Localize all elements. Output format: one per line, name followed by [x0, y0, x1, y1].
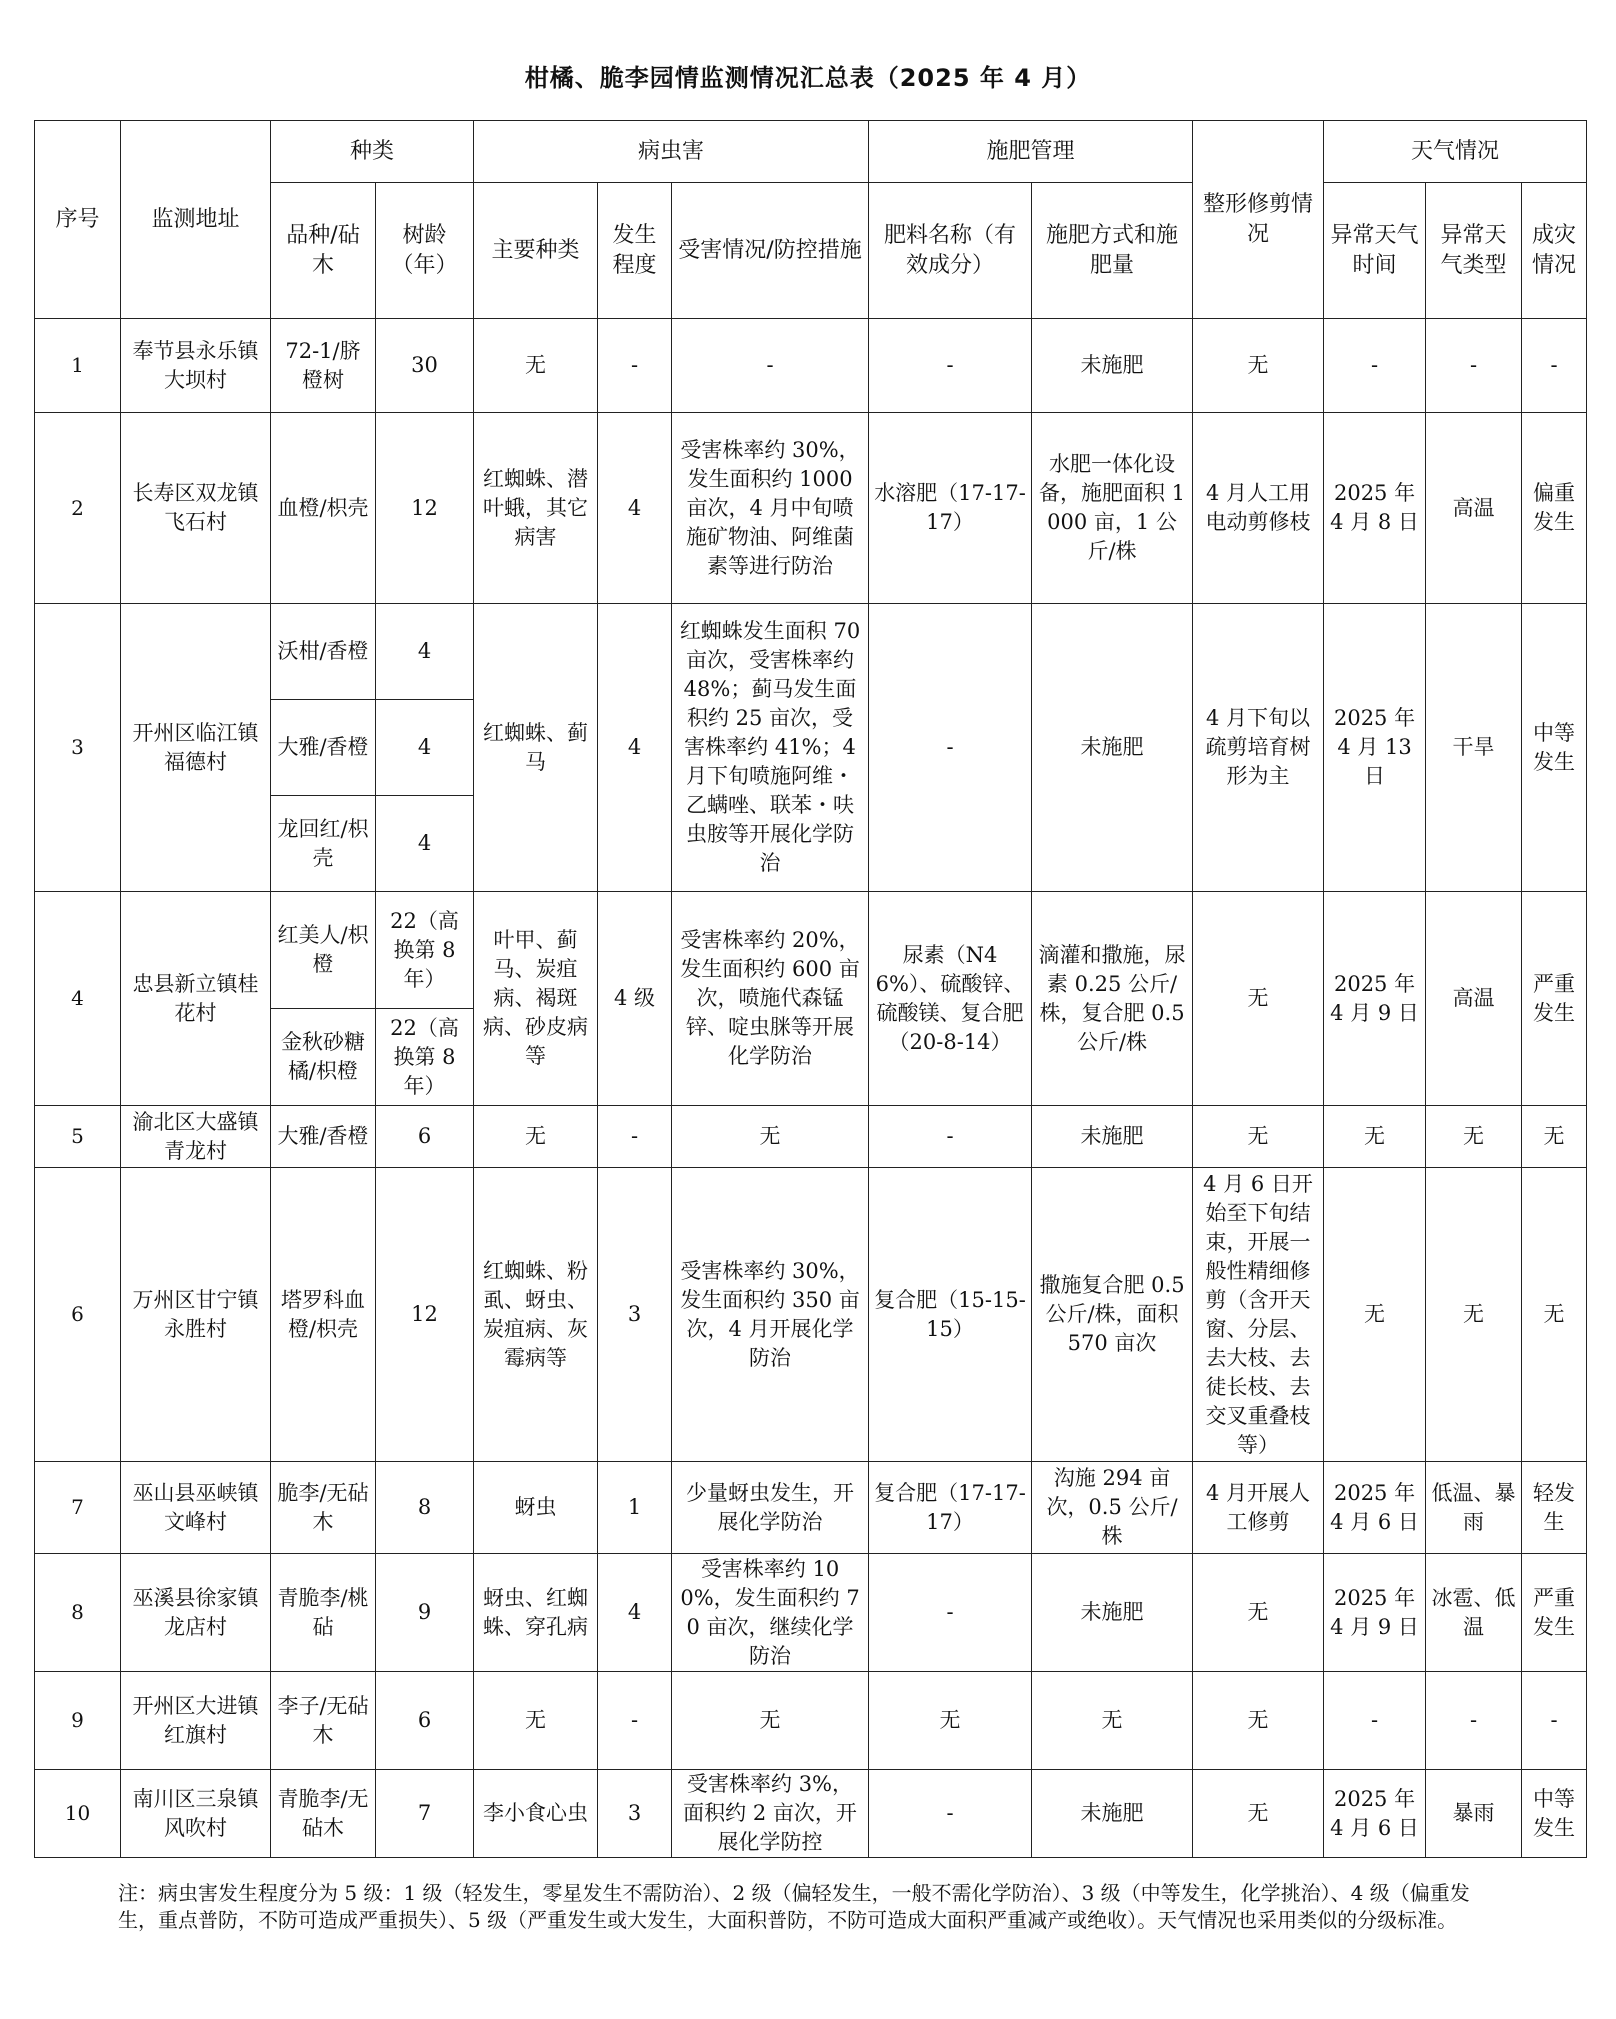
cell-fertilizer-name: - [869, 1554, 1032, 1672]
cell-fertilizer-method: 未施肥 [1032, 1770, 1193, 1858]
cell-variety: 血橙/枳壳 [271, 413, 376, 604]
cell-seq: 5 [35, 1106, 121, 1168]
cell-abnormal-time: 无 [1324, 1106, 1426, 1168]
cell-fertilizer-name: 水溶肥（17-17-17） [869, 413, 1032, 604]
cell-abnormal-type: 高温 [1426, 892, 1522, 1106]
cell-pruning: 4 月开展人工修剪 [1193, 1462, 1324, 1554]
cell-main-species: 红蜘蛛、蓟马 [474, 604, 598, 892]
cell-damage: - [672, 319, 869, 413]
cell-seq: 7 [35, 1462, 121, 1554]
cell-damage: 受害株率约 3%，面积约 2 亩次，开展化学防控 [672, 1770, 869, 1858]
cell-degree: 4 级 [598, 892, 672, 1106]
cell-damage: 受害株率约 100%，发生面积约 70 亩次，继续化学防治 [672, 1554, 869, 1672]
cell-seq: 2 [35, 413, 121, 604]
cell-address: 忠县新立镇桂花村 [121, 892, 271, 1106]
header-fertilizer-name: 肥料名称（有效成分） [869, 183, 1032, 319]
cell-age: 4 [376, 604, 474, 700]
table-row [35, 413, 1587, 604]
cell-variety: 大雅/香橙 [271, 700, 376, 796]
cell-fertilizer-method: 撒施复合肥 0.5 公斤/株，面积 570 亩次 [1032, 1168, 1193, 1462]
cell-variety: 青脆李/无砧木 [271, 1770, 376, 1858]
cell-main-species: 无 [474, 319, 598, 413]
cell-address: 奉节县永乐镇大坝村 [121, 319, 271, 413]
cell-damage: 红蜘蛛发生面积 70 亩次，受害株率约 48%；蓟马发生面积约 25 亩次，受害株率约 41%；4 月下旬喷施阿维・乙螨唑、联苯・呋虫胺等开展化学防治 [672, 604, 869, 892]
table-row [35, 604, 1587, 700]
monitoring-summary-table [34, 120, 1587, 1858]
cell-variety: 李子/无砧木 [271, 1672, 376, 1770]
cell-damage: 无 [672, 1106, 869, 1168]
cell-fertilizer-name: - [869, 1770, 1032, 1858]
header-disaster: 成灾情况 [1522, 183, 1587, 319]
cell-address: 万州区甘宁镇永胜村 [121, 1168, 271, 1462]
cell-variety: 青脆李/桃砧 [271, 1554, 376, 1672]
cell-damage: 受害株率约 30%，发生面积约 350 亩次，4 月开展化学防治 [672, 1168, 869, 1462]
cell-variety: 红美人/枳橙 [271, 892, 376, 1009]
cell-degree: - [598, 1672, 672, 1770]
table-row [35, 319, 1587, 413]
cell-degree: 4 [598, 413, 672, 604]
cell-fertilizer-name: 复合肥（15-15-15） [869, 1168, 1032, 1462]
header-damage: 受害情况/防控措施 [672, 183, 869, 319]
header-age: 树龄（年） [376, 183, 474, 319]
cell-age: 6 [376, 1672, 474, 1770]
cell-abnormal-time: 2025 年 4 月 13 日 [1324, 604, 1426, 892]
cell-damage: 受害株率约 30%，发生面积约 1000 亩次，4 月中旬喷施矿物油、阿维菌素等进行防治 [672, 413, 869, 604]
header-pruning: 整形修剪情况 [1193, 121, 1324, 319]
header-degree: 发生程度 [598, 183, 672, 319]
header-seq: 序号 [35, 121, 121, 319]
table-row [35, 892, 1587, 1009]
cell-abnormal-type: 干旱 [1426, 604, 1522, 892]
cell-disaster: - [1522, 319, 1587, 413]
cell-damage: 受害株率约 20%，发生面积约 600 亩次，喷施代森锰锌、啶虫脒等开展化学防治 [672, 892, 869, 1106]
cell-fertilizer-name: - [869, 319, 1032, 413]
cell-fertilizer-method: 未施肥 [1032, 319, 1193, 413]
cell-address: 南川区三泉镇风吹村 [121, 1770, 271, 1858]
header-address: 监测地址 [121, 121, 271, 319]
cell-variety: 塔罗科血橙/枳壳 [271, 1168, 376, 1462]
cell-seq: 3 [35, 604, 121, 892]
cell-variety: 大雅/香橙 [271, 1106, 376, 1168]
cell-degree: 4 [598, 1554, 672, 1672]
cell-abnormal-type: - [1426, 319, 1522, 413]
cell-degree: - [598, 1106, 672, 1168]
cell-abnormal-time: 无 [1324, 1168, 1426, 1462]
cell-address: 巫溪县徐家镇龙店村 [121, 1554, 271, 1672]
cell-degree: 4 [598, 604, 672, 892]
cell-degree: 1 [598, 1462, 672, 1554]
cell-seq: 8 [35, 1554, 121, 1672]
cell-disaster: 无 [1522, 1168, 1587, 1462]
footnote: 注：病虫害发生程度分为 5 级：1 级（轻发生，零星发生不需防治）、2 级（偏轻发生，一般不需化学防治）、3 级（中等发生，化学挑治）、4 级（偏重发生，重点普防，不防可造成严重损失）、5 级（严重发生或大发生，大面积普防，不防可造成大面积严重减产或绝收）。天气情况也采用类似的分级标准。 [118, 1881, 1470, 1932]
cell-fertilizer-name: 复合肥（17-17-17） [869, 1462, 1032, 1554]
cell-main-species: 李小食心虫 [474, 1770, 598, 1858]
cell-age: 6 [376, 1106, 474, 1168]
cell-age: 9 [376, 1554, 474, 1672]
cell-pruning: 4 月 6 日开始至下旬结束，开展一般性精细修剪（含开天窗、分层、去大枝、去徒长枝、去交叉重叠枝等） [1193, 1168, 1324, 1462]
cell-degree: - [598, 319, 672, 413]
table-row [35, 1554, 1587, 1672]
cell-fertilizer-name: 无 [869, 1672, 1032, 1770]
header-abnormal-type: 异常天气类型 [1426, 183, 1522, 319]
cell-fertilizer-method: 无 [1032, 1672, 1193, 1770]
cell-abnormal-time: 2025 年 4 月 9 日 [1324, 892, 1426, 1106]
cell-damage: 少量蚜虫发生，开展化学防治 [672, 1462, 869, 1554]
cell-fertilizer-method: 水肥一体化设备，施肥面积 1000 亩，1 公斤/株 [1032, 413, 1193, 604]
cell-age: 22（高换第 8 年） [376, 892, 474, 1009]
cell-disaster: 中等发生 [1522, 1770, 1587, 1858]
table-row [35, 1672, 1587, 1770]
cell-pruning: 无 [1193, 1554, 1324, 1672]
cell-seq: 4 [35, 892, 121, 1106]
cell-age: 12 [376, 413, 474, 604]
cell-main-species: 叶甲、蓟马、炭疽病、褐斑病、砂皮病等 [474, 892, 598, 1106]
cell-pruning: 无 [1193, 319, 1324, 413]
cell-age: 30 [376, 319, 474, 413]
cell-abnormal-time: 2025 年 4 月 6 日 [1324, 1770, 1426, 1858]
cell-main-species: 红蜘蛛、粉虱、蚜虫、炭疽病、灰霉病等 [474, 1168, 598, 1462]
cell-pruning: 无 [1193, 1672, 1324, 1770]
cell-disaster: 严重发生 [1522, 1554, 1587, 1672]
cell-abnormal-time: 2025 年 4 月 6 日 [1324, 1462, 1426, 1554]
cell-fertilizer-name: - [869, 604, 1032, 892]
document-title: 柑橘、脆李园情监测情况汇总表（2025 年 4 月） [524, 64, 1092, 92]
cell-damage: 无 [672, 1672, 869, 1770]
cell-degree: 3 [598, 1770, 672, 1858]
cell-disaster: 严重发生 [1522, 892, 1587, 1106]
table-row [35, 1462, 1587, 1554]
cell-abnormal-time: 2025 年 4 月 8 日 [1324, 413, 1426, 604]
cell-abnormal-time: - [1324, 1672, 1426, 1770]
cell-main-species: 红蜘蛛、潜叶蛾，其它病害 [474, 413, 598, 604]
cell-abnormal-type: 低温、暴雨 [1426, 1462, 1522, 1554]
cell-seq: 6 [35, 1168, 121, 1462]
cell-variety: 金秋砂糖橘/枳橙 [271, 1009, 376, 1106]
cell-disaster: - [1522, 1672, 1587, 1770]
cell-variety: 脆李/无砧木 [271, 1462, 376, 1554]
cell-main-species: 无 [474, 1672, 598, 1770]
header-group-weather: 天气情况 [1324, 121, 1587, 183]
cell-variety: 龙回红/枳壳 [271, 796, 376, 892]
cell-abnormal-type: - [1426, 1672, 1522, 1770]
cell-abnormal-type: 冰雹、低温 [1426, 1554, 1522, 1672]
cell-age: 7 [376, 1770, 474, 1858]
header-group-fertilizer: 施肥管理 [869, 121, 1193, 183]
cell-abnormal-type: 无 [1426, 1106, 1522, 1168]
cell-address: 长寿区双龙镇飞石村 [121, 413, 271, 604]
cell-pruning: 4 月下旬以疏剪培育树形为主 [1193, 604, 1324, 892]
cell-pruning: 4 月人工用电动剪修枝 [1193, 413, 1324, 604]
cell-disaster: 偏重发生 [1522, 413, 1587, 604]
cell-abnormal-type: 高温 [1426, 413, 1522, 604]
cell-disaster: 无 [1522, 1106, 1587, 1168]
cell-variety: 沃柑/香橙 [271, 604, 376, 700]
cell-age: 4 [376, 700, 474, 796]
header-main-species: 主要种类 [474, 183, 598, 319]
cell-fertilizer-method: 未施肥 [1032, 604, 1193, 892]
cell-address: 开州区大进镇红旗村 [121, 1672, 271, 1770]
cell-seq: 10 [35, 1770, 121, 1858]
cell-seq: 9 [35, 1672, 121, 1770]
cell-fertilizer-name: - [869, 1106, 1032, 1168]
cell-pruning: 无 [1193, 1106, 1324, 1168]
cell-disaster: 中等发生 [1522, 604, 1587, 892]
cell-main-species: 蚜虫 [474, 1462, 598, 1554]
cell-pruning: 无 [1193, 892, 1324, 1106]
cell-main-species: 无 [474, 1106, 598, 1168]
cell-seq: 1 [35, 319, 121, 413]
cell-fertilizer-method: 未施肥 [1032, 1554, 1193, 1672]
header-variety: 品种/砧木 [271, 183, 376, 319]
cell-abnormal-type: 暴雨 [1426, 1770, 1522, 1858]
header-abnormal-time: 异常天气时间 [1324, 183, 1426, 319]
cell-abnormal-type: 无 [1426, 1168, 1522, 1462]
cell-age: 22（高换第 8 年） [376, 1009, 474, 1106]
header-fertilizer-method: 施肥方式和施肥量 [1032, 183, 1193, 319]
cell-variety: 72-1/脐橙树 [271, 319, 376, 413]
cell-abnormal-time: - [1324, 319, 1426, 413]
cell-address: 开州区临江镇福德村 [121, 604, 271, 892]
cell-fertilizer-method: 沟施 294 亩次，0.5 公斤/株 [1032, 1462, 1193, 1554]
cell-abnormal-time: 2025 年 4 月 9 日 [1324, 1554, 1426, 1672]
cell-disaster: 轻发生 [1522, 1462, 1587, 1554]
cell-pruning: 无 [1193, 1770, 1324, 1858]
cell-fertilizer-method: 滴灌和撒施，尿素 0.25 公斤/株，复合肥 0.5 公斤/株 [1032, 892, 1193, 1106]
table-row [35, 1168, 1587, 1462]
cell-fertilizer-name: 尿素（N46%）、硫酸锌、硫酸镁、复合肥（20-8-14） [869, 892, 1032, 1106]
cell-address: 巫山县巫峡镇文峰村 [121, 1462, 271, 1554]
header-group-pest: 病虫害 [474, 121, 869, 183]
cell-address: 渝北区大盛镇青龙村 [121, 1106, 271, 1168]
cell-age: 4 [376, 796, 474, 892]
cell-age: 8 [376, 1462, 474, 1554]
cell-fertilizer-method: 未施肥 [1032, 1106, 1193, 1168]
header-group-type: 种类 [271, 121, 474, 183]
table-row [35, 1106, 1587, 1168]
cell-main-species: 蚜虫、红蜘蛛、穿孔病 [474, 1554, 598, 1672]
table-row [35, 1770, 1587, 1858]
cell-age: 12 [376, 1168, 474, 1462]
cell-degree: 3 [598, 1168, 672, 1462]
